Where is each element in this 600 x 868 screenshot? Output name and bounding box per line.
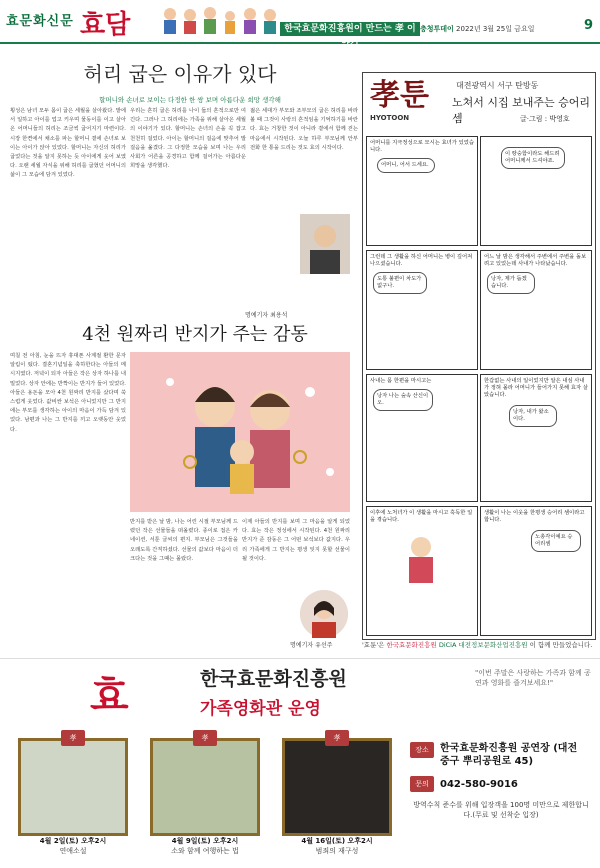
place-label: 장소 [410,742,434,758]
movie-poster-image-1 [21,741,125,833]
credit-org-1: 한국효문화진흥원 [386,641,437,649]
family-ring-illustration [130,352,350,512]
reporter-portrait-icon [300,214,350,274]
article2-column-3: 이제 아들의 반지를 보며 그 마음을 알게 되었다. 효는 작은 정성에서 시작된다. 4천 원짜리 반지가 준 감동은 그 어떤 보석보다 값지다. 우리 가족에게 그 반지는 평생 잊지 못할 선물이 될 것이다. [242,519,350,562]
movie-tag-3: 孝 [325,730,349,746]
article1-column-3: 젊은 세대가 부모와 조부모의 굽은 허리를 바라볼 때 그것이 사랑의 흔적임을 기억하기를 바란다. 효는 거창한 것이 아니라 곁에서 함께 걷는 마음에서 시작된다. 오늘 하루 부모님께 안부 전화 한 통을 드리는 것도 효의 시작이다. [250,108,358,151]
comic-caption-3: 그런데 그 생활을 하신 어머니는 병이 깊어져 나으셨습니다. [370,254,473,267]
movie-poster-image-3 [285,741,389,833]
article2-byline: 명예기자 유선주 [290,642,333,649]
page-number: 9 [584,18,594,33]
comic-bubble-4: 낭자, 제가 돕겠습니다. [487,272,535,294]
movie-card-1 [18,730,128,856]
issue-date: 2022년 3월 25일 금요일 [456,25,535,33]
brand-hyodam-logo: 효담 [80,10,131,40]
movie-poster-2 [150,738,260,836]
comic-panel-7 [366,506,478,636]
family-illustration-icon [160,4,280,36]
event-notice: 방역수칙 준수를 위해 입장객을 100명 미만으로 제한합니다.(무료 및 선착순 입장) [413,801,589,819]
event-place-row [410,742,592,768]
comic-bubble-8: 노총각이예요 승어리셈 [531,530,581,552]
article2-column-1: 며칠 전 아침, 눈을 뜨자 휴대폰 사계절 환한 문자 알림이 떴다. 결혼기념일을 축하한다는 아들의 메시지였다. 저녁이 되자 아들은 작은 상자 하나를 내밀었다. 상자 안에는 반짝이는 반지가 들어 있었다. 아들은 용돈을 모아 4천 원짜리 반지를 샀다며 쑥스럽게 웃었다. 값비싼 보석은 아니었지만 그 반지에는 부모를 생각하는 아이의 마음이 가득 담겨 있었다. 남편과 나는 그 반지를 끼고 오랫동안 웃었다. [10,353,126,433]
event-info [410,742,592,820]
comic-caption-7: 이후에 노처녀가 이 생활을 마시고 혹독한 일을 겪습니다. [370,510,473,523]
comic-title: 노쳐서 시집 보내주는 승어리셈 [452,96,591,125]
article1-column-2: 우리는 흔히 굽은 허리를 나이 듦의 흔적으로만 여긴다. 그러나 그 허리에는 가족을 위해 살아온 세월의 이야기가 있다. 할머니는 손녀의 손을 꼭 잡고 천천히 걸었다. 아이는 할머니의 걸음에 맞추어 발걸음을 옮겼다. 그 다정한 모습을 보며 나는 우리 사회가 어른을 공경하고 함께 걸어가는 아름다운 희망을 생각했다. [130,108,246,170]
movie-name-3: 범죄의 재구성 [315,847,359,855]
paper-name: 충청투데이 [420,25,454,33]
comic-panel-4 [480,250,592,370]
comic-bubble-6: 낭자, 내가 왔소이다. [509,405,557,427]
comic-caption-6: 한갑없는 사내의 일이었지만 알은 내심 사내가 정혀 몰라 어머니가 들어가지 못해 효자 살았습니다. [484,378,588,398]
comic-panel-5 [366,374,478,502]
movie-date-2: 4월 9일(토) 오후2시 [171,837,239,845]
movie-tag-2: 孝 [193,730,217,746]
movie-date-3: 4월 16일(토) 오후2시 [301,837,373,845]
movie-name-2: 소와 함께 여행하는 법 [171,847,239,855]
article1-title: 허리 굽은 이유가 있다 [83,62,277,86]
movie-card-3 [282,730,392,856]
article2-column-2: 반지를 받은 날 밤, 나는 어린 시절 부모님께 드렸던 작은 선물들을 떠올렸다. 종이로 접은 카네이션, 서툰 글씨의 편지. 부모님은 그것들을 오래도록 간직하셨다. 선물의 값보다 마음이 더 크다는 것을 그때는 몰랐다. [130,519,238,562]
comic-credit [362,640,594,649]
event-hyo-character: 효 [90,672,129,719]
comic-caption-4: 어느 날 밤은 생각해서 주변에서 주변을 돌보려고 있었는데 사내가 나타났습니다. [484,254,587,267]
comic-panel-3 [366,250,478,370]
article2-title: 4천 원짜리 반지가 주는 감동 [82,324,308,345]
movie-date-1: 4월 2일(토) 오후2시 [39,837,107,845]
credit-org-2: DiCiA 대전정보문화산업진흥원 [438,641,528,649]
comic-panel-6 [480,374,592,502]
event-phone-row [410,776,592,792]
credit-prefix: '효툰'은 [362,641,385,649]
comic-bubble-5: 낭자 나는 숲속 산신이오. [373,389,433,411]
event-title: 가족영화관 운영 [200,699,321,719]
reporter2-portrait-icon [300,590,348,638]
movie-card-2 [150,730,260,856]
comic-location: 대전광역시 서구 탄방동 [456,81,539,90]
movie-poster-1 [18,738,128,836]
article1-column-1: 횡성은 남녀 모두 몸이 굽은 세월을 살아왔다. 밭에서 일하고 아이를 업고 키우며 물동이를 이고 살아온 어머니들의 허리는 조금씩 굽어지기 마련이다. 시장 한켠에서 채소를 파는 할머니 곁에 손녀로 보이는 아이가 앉아 있었다. 할머니는 자신의 허리가 굽었다는 것을 알지 못하는 듯 아이에게 웃어 보였다. 오랜 세월 자식을 위해 허리를 굽혔던 어머니의 삶이 그 모습에 담겨 있었다. [10,108,126,179]
hyotoon-logo [370,78,450,134]
movie-poster-3 [282,738,392,836]
event-quote: "이번 주말은 사랑하는 가족과 함께 공연과 영화를 즐겨보세요!" [475,669,591,687]
header-banner: 한국효문화진흥원이 만드는 孝 이야기 [280,22,420,36]
comic-panel-1 [366,136,478,246]
comic-panel-8 [480,506,592,636]
place-value: 한국효문화진흥원 공연장 (대전 중구 뿌리공원로 45) [440,743,578,767]
comic-bubble-2: 이 땅숭함이라도 해드려 어머니께서 드셔야죠. [501,147,565,169]
comic-bride-icon [391,533,451,583]
comic-bubble-1: 어머니, 어서 드세요. [377,158,435,173]
movie-tag-1: 孝 [61,730,85,746]
reporter2-photo [300,590,348,638]
credit-suffix: 이 함께 만들었습니다. [529,641,593,649]
comic-caption-5: 사내는 몸 한편을 마시고는 [370,378,432,384]
comic-caption-1: 어머니를 지극정성으로 모시는 효녀가 있었습니다. [370,140,474,153]
comic-bubble-3: 도통 불편이 차도가 없구나. [373,272,427,294]
comic-caption-8: 생활이 나는 이웃을 한평생 승어리 셈이라고 합니다. [484,510,585,523]
article1-byline: 명예기자 최용석 [245,312,288,319]
comic-author: 글·그림 : 박영호 [520,115,570,123]
page-header [0,0,600,48]
hyotoon-logo-text: 孝툰 [370,78,429,113]
comic-panel-2 [480,136,592,246]
phone-label: 문의 [410,776,434,792]
movie-name-1: 연애소설 [59,847,87,855]
phone-value: 042-580-9016 [440,778,518,790]
movie-poster-image-2 [153,741,257,833]
header-meta [420,24,534,34]
hyotoon-logo-sub: HYOTOON [370,114,410,122]
event-org-title: 한국효문화진흥원 [200,668,347,690]
reporter-photo [300,214,350,274]
brand-newspaper-name: 효문화신문 [6,14,74,29]
article1-subtitle: 할머니와 손녀로 보이는 다정한 한 쌍 보며 아름다운 희망 생각해 [99,96,281,104]
